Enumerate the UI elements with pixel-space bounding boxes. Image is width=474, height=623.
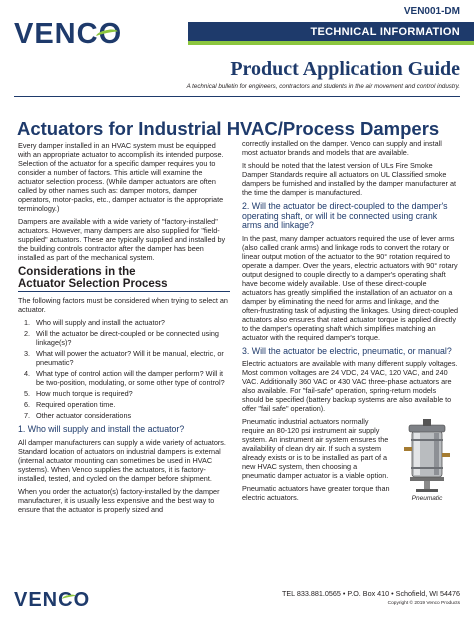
left-column bbox=[18, 141, 230, 518]
list-item: 7. Other actuator considerations bbox=[32, 411, 230, 420]
venco-logo: VENCO bbox=[14, 18, 123, 50]
footer-copyright: Copyright © 2019 Venco Products bbox=[387, 601, 460, 606]
right-column bbox=[242, 139, 458, 506]
footer-logo: VENCO bbox=[14, 589, 91, 611]
green-accent-rule bbox=[188, 41, 474, 45]
footer-contact: TEL 833.881.0565 • P.O. Box 410 • Schofield, WI 54476 bbox=[281, 589, 460, 598]
question-3-paragraph-3: Pneumatic actuators have greater torque than electric actuators. bbox=[242, 484, 390, 502]
question-2-paragraph: In the past, many damper actuators required the use of lever arms (also called crank arms) and linkage rods to convert the rotary or linear output motion of the actuator to the 90° rotation required to operate a damper. Over the years, electric actuators with 90° rotary output designed to couple directly to a damper's operating shaft have become widely available. Use of these direct-couple actuators has greatly simplified the installation of an actuator on a damper by eliminating the need for arms and linkage, and the often-frustrating task of adjusting the linkages. Using direct-coupled actuators also ensures that rated actuator torque is applied directly to the damper's operating shaft which simplifies matching an actuator with the required damper's torque. bbox=[242, 233, 459, 342]
technical-information-bar bbox=[188, 22, 474, 41]
list-item: 5. How much torque is required? bbox=[32, 389, 230, 398]
factors-list bbox=[32, 318, 230, 420]
list-item: 2. Will the actuator be direct-coupled or be connected using linkage(s)? bbox=[32, 329, 230, 347]
question-2-heading: 2. Will the actuator be direct-coupled to the damper's operating shaft, or will it be connected using crank arms and linkage? bbox=[242, 201, 448, 230]
guide-title: Product Application Guide bbox=[230, 58, 460, 80]
question-1-paragraph-2: When you order the actuator(s) factory-installed by the damper manufacturer, it is usually less expensive and the best way to ensure that the actuator is properly sized and bbox=[18, 486, 220, 514]
factors-intro: The following factors must be considered when trying to select an actuator. bbox=[18, 296, 228, 314]
list-item: 3. What will power the actuator? Will it be manual, electric, or pneumatic? bbox=[32, 349, 230, 367]
right-paragraph-2: It should be noted that the latest version of ULs Fire Smoke Damper Standards require all actuators on UL Classified smoke dampers be furnished and installed by the damper manufacturer at the time the damper is manufactured. bbox=[242, 161, 456, 197]
document-id: VEN001-DM bbox=[403, 6, 460, 17]
header-divider bbox=[14, 96, 460, 97]
question-3-paragraph-1: Electric actuators are available with many different supply voltages. Most common voltages are 24 VDC, 24 VAC, 120 VAC, and 240 VAC. Additionally 360 VAC or 430 VAC three-phase actuators are also available. For "fail-safe" operation, spring-return models should be specified (battery backup systems are also available to offer "fail safe" operation). bbox=[242, 359, 458, 413]
section-heading-line-2: Actuator Selection Process bbox=[18, 278, 230, 292]
article-title: Actuators for Industrial HVAC/Process Dampers bbox=[17, 118, 440, 139]
pneumatic-actuator-image bbox=[396, 417, 458, 503]
section-heading bbox=[18, 266, 230, 292]
pneumatic-actuator-icon bbox=[396, 417, 458, 495]
section-heading-line-1: Considerations in the bbox=[18, 266, 136, 278]
list-item: 1. Who will supply and install the actuator? bbox=[32, 318, 230, 327]
question-1-paragraph-1: All damper manufacturers can supply a wide variety of actuators. Standard location of actuators on industrial dampers is external (internal actuator mounting can sometimes be used in HVAC systems). When Venco supplies the actuators, it is factory-installed, tested, and cycled on the damper before shipment. bbox=[18, 437, 226, 483]
list-item: 6. Required operation time. bbox=[32, 400, 230, 409]
right-paragraph-1: correctly installed on the damper. Venco can supply and install most actuator brands and models that are available. bbox=[242, 139, 442, 157]
list-item: 4. What type of control action will the damper perform? Will it be two-position, modulating, or some other type of control? bbox=[32, 369, 230, 387]
intro-paragraph-1: Every damper installed in an HVAC system must be equipped with an appropriate actuator to accomplish its intended purpose. Selection of the actuator for a specific damper requires you to consider a number of factors. This article will examine the actuator selection process. (While damper actuators are often called by other names such as: damper motors, damper operators, motor-packs, etc., damper actuator is the appropriate terminology.) bbox=[18, 141, 224, 213]
question-1-heading: 1. Who will supply and install the actuator? bbox=[18, 424, 185, 434]
pneumatic-image-caption: Pneumatic bbox=[411, 495, 443, 502]
technical-information-label: TECHNICAL INFORMATION bbox=[310, 26, 460, 38]
intro-paragraph-2: Dampers are available with a wide variety of "factory-installed" actuators. However, many dampers are also supplied for "field-supplied" actuators. These are typically supplied and installed by the building controls contractor after the damper has been installed as part of the mechanical system. bbox=[18, 217, 226, 262]
question-3-paragraph-2: Pneumatic industrial actuators normally require an 80-120 psi instrument air supply system. An instrument air system ensures the availability of clean dry air. If such a system already exists or is to be installed as part of a new HVAC system, then choosing a pneumatic damper actuator is a viable option. bbox=[242, 417, 389, 480]
question-3-heading: 3. Will the actuator be electric, pneumatic, or manual? bbox=[242, 345, 452, 356]
guide-subtitle: A technical bulletin for engineers, contractors and students in the air movement and control industry. bbox=[186, 83, 460, 90]
